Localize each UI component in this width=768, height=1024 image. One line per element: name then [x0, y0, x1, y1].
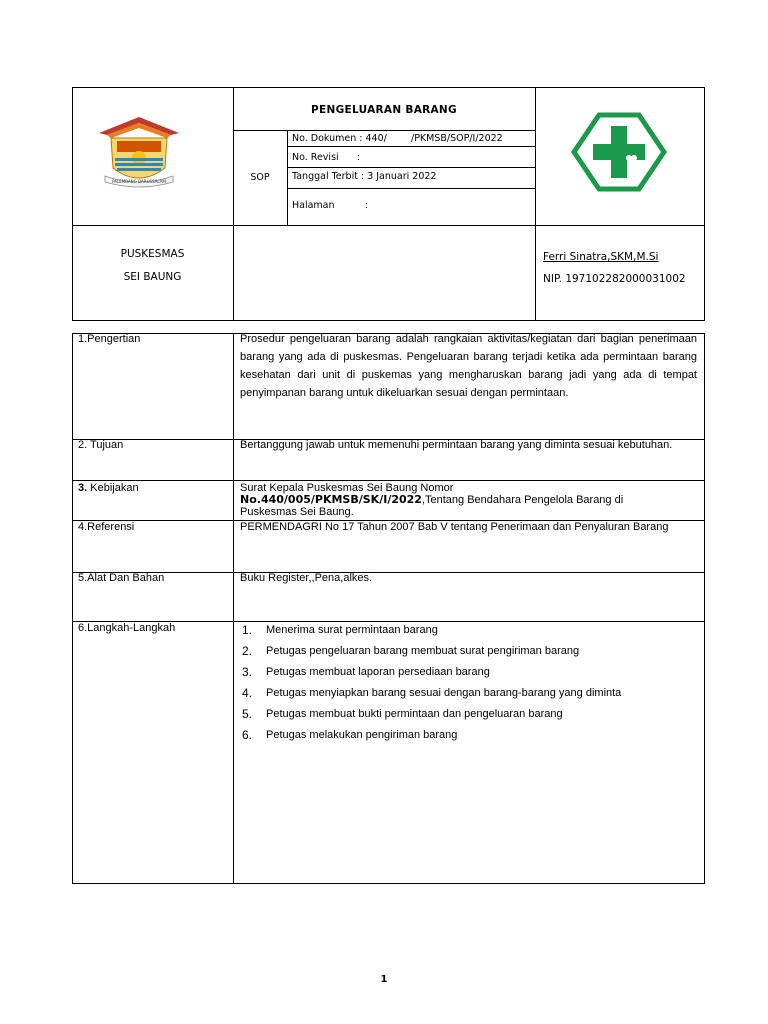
step-number: 4. [242, 686, 253, 700]
step-text: Petugas menyiapkan barang sesuai dengan barang-barang yang diminta [266, 687, 622, 699]
header-divider [233, 130, 535, 131]
row-divider [72, 480, 705, 481]
header-divider [287, 130, 288, 225]
step-number: 6. [242, 728, 253, 742]
sop-label: SOP [250, 172, 270, 183]
list-item [242, 687, 702, 708]
step-text: Petugas membuat bukti permintaan dan pengeluaran barang [266, 708, 563, 720]
list-item [242, 708, 702, 729]
tujuan-text: Bertanggung jawab untuk memenuhi permintaan barang yang diminta sesuai kebutuhan. [240, 439, 673, 451]
kebijakan-number: 3. [78, 482, 88, 494]
step-number: 1. [242, 623, 253, 637]
list-item [242, 729, 702, 750]
header-divider [233, 87, 234, 321]
svg-text:PALEMBANG DARUSSALAM: PALEMBANG DARUSSALAM [112, 179, 166, 184]
puskesmas-logo [569, 112, 669, 194]
kebijakan-line3: Puskesmas Sei Baung. [240, 506, 354, 518]
alat-label: 5.Alat Dan Bahan [78, 572, 165, 584]
alat-text: Buku Register,,Pena,alkes. [240, 572, 373, 584]
kebijakan-line1: Surat Kepala Puskesmas Sei Baung Nomor [240, 482, 454, 494]
referensi-text: PERMENDAGRI No 17 Tahun 2007 Bab V tentang Penerimaan dan Penyaluran Barang [240, 521, 669, 533]
signatory-nip: NIP. 197102282000031002 [543, 273, 686, 285]
org-name-line2: SEI BAUNG [123, 271, 182, 283]
kebijakan-label [78, 482, 139, 494]
list-item [242, 666, 702, 687]
doc-number: No. Dokumen : 440/ /PKMSB/SOP/I/2022 [292, 133, 503, 144]
pengertian-label: 1.Pengertian [78, 333, 141, 345]
step-number: 3. [242, 665, 253, 679]
step-text: Petugas melakukan pengiriman barang [266, 729, 458, 741]
list-item [242, 645, 702, 666]
kebijakan-label-text: Kebijakan [87, 482, 139, 494]
header-divider [287, 188, 535, 189]
revision-number: No. Revisi : [292, 152, 360, 163]
header-divider [535, 87, 536, 321]
kebijakan-decree-number: No.440/005/PKMSB/SK/I/2022 [240, 493, 422, 506]
row-divider [72, 572, 705, 573]
langkah-label: 6.Langkah-Langkah [78, 622, 176, 634]
kebijakan-line2-rest: ,Tentang Bendahara Pengelola Barang di [421, 494, 624, 506]
document-title: PENGELUARAN BARANG [311, 104, 457, 116]
header-divider [287, 146, 535, 147]
city-emblem-logo [97, 116, 181, 192]
header-divider [287, 167, 535, 168]
referensi-label: 4.Referensi [78, 521, 135, 533]
step-text: Menerima surat permintaan barang [266, 624, 438, 636]
steps-list [242, 624, 702, 750]
step-number: 2. [242, 644, 253, 658]
page-field: Halaman : [292, 200, 368, 211]
step-number: 5. [242, 707, 253, 721]
content-table [72, 333, 705, 884]
pengertian-text: Prosedur pengeluaran barang adalah rangkaian aktivitas/kegiatan dari bagian penerimaan barang yang ada di puskesmas. Pengeluaran barang terjadi ketika ada permintaan barang kesehatan dari unit di puskemas yang mengharuskan barang jadi yang ada di tempat penyimpanan barang untuk dikeluarkan sesuai dengan permintaan. [240, 333, 697, 399]
content-divider [233, 333, 234, 884]
kebijakan-text [240, 482, 700, 518]
header-divider [72, 225, 705, 226]
step-text: Petugas pengeluaran barang membuat surat pengiriman barang [266, 645, 580, 657]
page-number: 1 [380, 974, 388, 985]
list-item [242, 624, 702, 645]
kebijakan-line2 [240, 494, 700, 506]
step-text: Petugas membuat laporan persediaan barang [266, 666, 490, 678]
tujuan-label: 2. Tujuan [78, 439, 124, 451]
org-name-line1: PUSKESMAS [120, 248, 185, 260]
issue-date: Tanggal Terbit : 3 Januari 2022 [292, 171, 437, 182]
signatory-name: Ferri Sinatra,SKM,M.Si [543, 251, 659, 263]
